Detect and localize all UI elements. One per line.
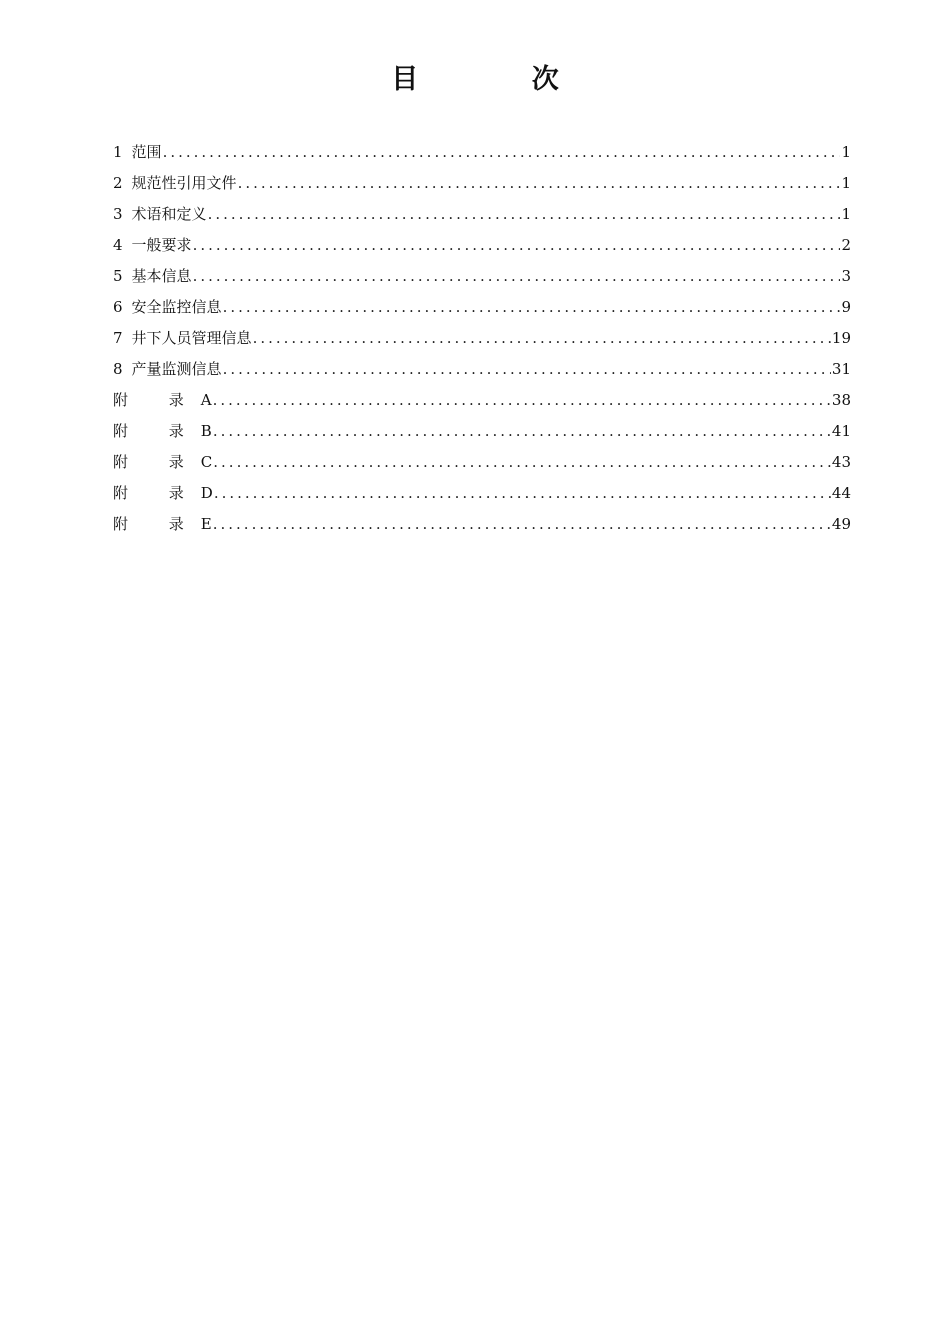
- annex-label: 附 录: [113, 422, 202, 440]
- toc-entry-annex-c[interactable]: [113, 447, 851, 478]
- annex-label: 附 录: [113, 453, 202, 471]
- toc-entry-personnel-management[interactable]: [113, 323, 851, 354]
- dot-leader: [163, 137, 841, 168]
- toc-entry-page: 41: [831, 422, 851, 440]
- toc-entry-number: 4: [113, 236, 123, 254]
- toc-entry-page: 3: [841, 267, 851, 285]
- toc-entry-number: 5: [113, 267, 123, 285]
- toc-entry-page: 19: [831, 329, 851, 347]
- toc-entry-title: 术语和定义: [131, 205, 207, 223]
- toc-entry-page: 1: [841, 205, 851, 223]
- toc-entry-terms-definitions[interactable]: [113, 199, 851, 230]
- annex-letter: E: [200, 515, 212, 533]
- toc-entry-number: 2: [113, 174, 123, 192]
- toc-entry-page: 49: [831, 515, 851, 533]
- toc-entry-annex-e[interactable]: [113, 509, 851, 540]
- dot-leader: [213, 509, 831, 540]
- dot-leader: [213, 385, 831, 416]
- toc-entry-number: 3: [113, 205, 123, 223]
- dot-leader: [193, 230, 841, 261]
- toc-entry-number: 7: [113, 329, 123, 347]
- dot-leader: [214, 478, 831, 509]
- annex-letter: A: [200, 391, 212, 409]
- toc-entry-page: 43: [831, 453, 851, 471]
- toc-entry-page: 44: [831, 484, 851, 502]
- toc-entry-production-monitoring[interactable]: [113, 354, 851, 385]
- toc-entry-page: 1: [841, 174, 851, 192]
- toc-entry-title: 安全监控信息: [131, 298, 222, 316]
- toc-entry-general-requirements[interactable]: [113, 230, 851, 261]
- dot-leader: [238, 168, 841, 199]
- toc-entry-scope[interactable]: [113, 137, 851, 168]
- toc-entry-annex-d[interactable]: [113, 478, 851, 509]
- toc-entry-title: 井下人员管理信息: [131, 329, 252, 347]
- toc-entry-annex-b[interactable]: [113, 416, 851, 447]
- toc-entry-safety-monitoring[interactable]: [113, 292, 851, 323]
- toc-entry-page: 9: [841, 298, 851, 316]
- dot-leader: [253, 323, 831, 354]
- annex-label: 附 录: [113, 515, 202, 533]
- table-of-contents: [113, 137, 851, 540]
- annex-label: 附 录: [113, 391, 202, 409]
- dot-leader: [223, 292, 841, 323]
- toc-entry-page: 38: [831, 391, 851, 409]
- toc-entry-number: 8: [113, 360, 123, 378]
- toc-entry-page: 2: [841, 236, 851, 254]
- toc-entry-page: 31: [831, 360, 851, 378]
- toc-entry-title: 基本信息: [131, 267, 192, 285]
- dot-leader: [208, 199, 841, 230]
- toc-entry-page: 1: [841, 143, 851, 161]
- annex-letter: D: [200, 484, 213, 502]
- annex-letter: B: [200, 422, 212, 440]
- toc-entry-number: 1: [113, 143, 123, 161]
- toc-entry-title: 产量监测信息: [131, 360, 222, 378]
- dot-leader: [213, 416, 831, 447]
- toc-entry-normative-references[interactable]: [113, 168, 851, 199]
- toc-entry-number: 6: [113, 298, 123, 316]
- dot-leader: [213, 447, 831, 478]
- dot-leader: [223, 354, 831, 385]
- page-title: 目 次: [391, 64, 611, 95]
- dot-leader: [193, 261, 841, 292]
- toc-entry-title: 范围: [131, 143, 162, 161]
- toc-entry-title: 一般要求: [131, 236, 192, 254]
- toc-entry-title: 规范性引用文件: [131, 174, 237, 192]
- toc-entry-basic-information[interactable]: [113, 261, 851, 292]
- annex-letter: C: [200, 453, 213, 471]
- toc-entry-annex-a[interactable]: [113, 385, 851, 416]
- annex-label: 附 录: [113, 484, 202, 502]
